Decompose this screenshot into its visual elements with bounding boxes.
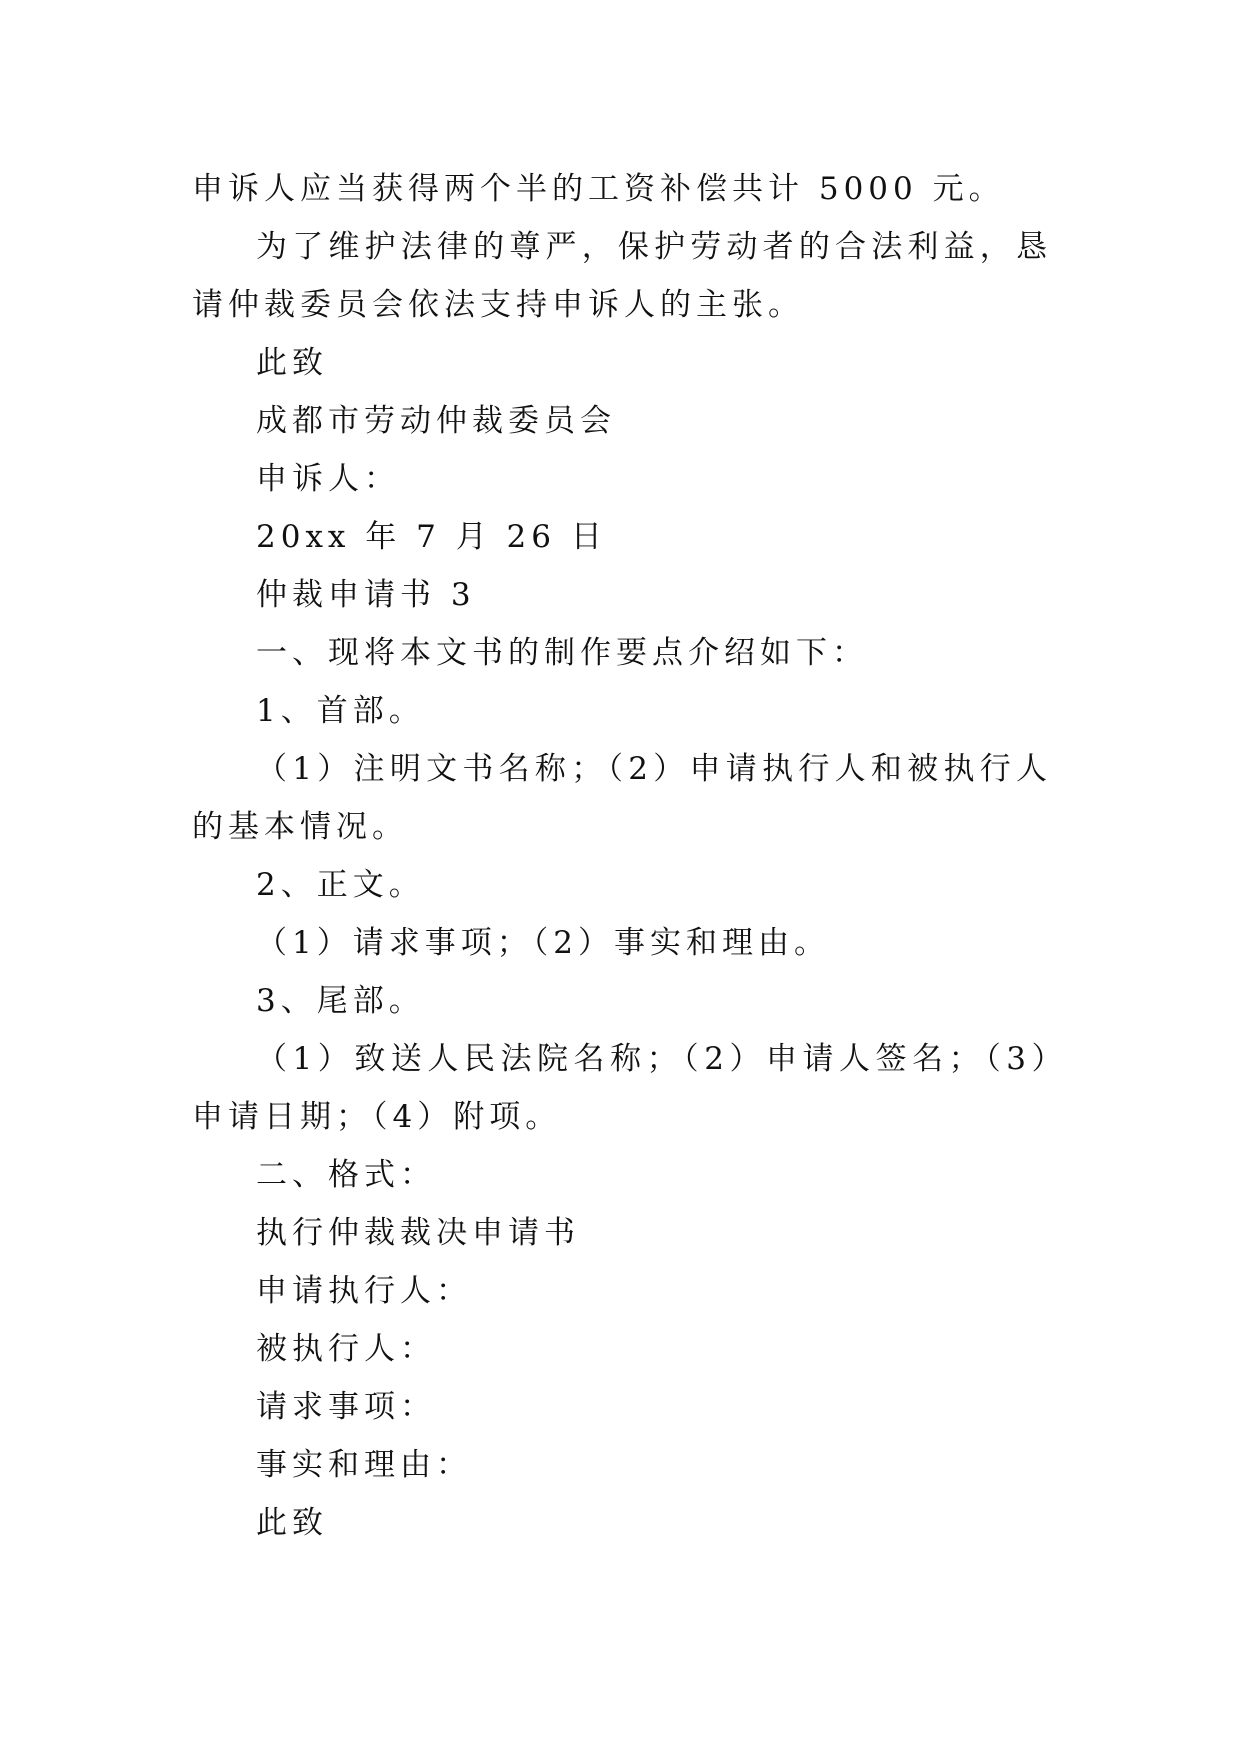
paragraph: 被执行人：: [256, 1331, 436, 1367]
paragraph: 二、格式：: [256, 1157, 436, 1193]
paragraph: 一、现将本文书的制作要点介绍如下：: [256, 635, 868, 671]
paragraph: 执行仲裁裁决申请书: [256, 1215, 580, 1251]
document-body: [192, 160, 1052, 1552]
date-line: 20xx 年 7 月 26 日: [256, 519, 607, 555]
section-title: 仲裁申请书 3: [256, 577, 476, 613]
paragraph: 1、首部。: [256, 693, 425, 729]
paragraph: 2、正文。: [256, 867, 425, 903]
paragraph: 此致: [256, 345, 328, 381]
signature-line: 申诉人：: [256, 461, 400, 497]
paragraph: （1）请求事项；（2）事实和理由。: [256, 925, 830, 961]
paragraph: （1）注明文书名称；（2）申请执行人和被执行人的基本情况。: [192, 751, 1052, 845]
paragraph: 申诉人应当获得两个半的工资补偿共计 5000 元。: [192, 171, 1005, 207]
paragraph: 此致: [256, 1505, 328, 1541]
recipient-line: 成都市劳动仲裁委员会: [256, 403, 616, 439]
paragraph: 3、尾部。: [256, 983, 425, 1019]
paragraph: 申请执行人：: [256, 1273, 472, 1309]
paragraph: 事实和理由：: [256, 1447, 472, 1483]
paragraph: 请求事项：: [256, 1389, 436, 1425]
paragraph: 为了维护法律的尊严，保护劳动者的合法利益，恳请仲裁委员会依法支持申诉人的主张。: [192, 229, 1052, 323]
paragraph: （1）致送人民法院名称；（2）申请人签名；（3）申请日期；（4）附项。: [192, 1041, 1052, 1135]
